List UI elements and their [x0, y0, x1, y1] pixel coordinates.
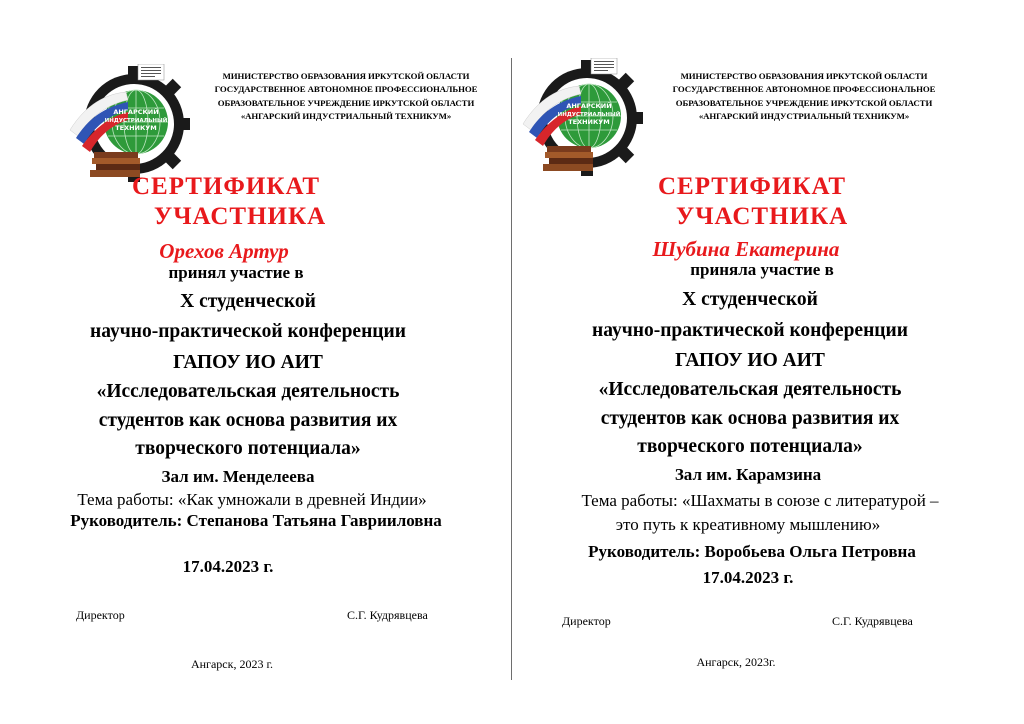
certificate-title: УЧАСТНИКА	[153, 203, 327, 230]
date: 17.04.2023 г.	[182, 557, 274, 576]
ministry-line: «АНГАРСКИЙ ИНДУСТРИАЛЬНЫЙ ТЕХНИКУМ»	[698, 111, 910, 122]
theme-line: творческого потенциала»	[637, 436, 863, 457]
theme-line: «Исследовательская деятельность	[598, 379, 902, 400]
logo-text-line: АНГАРСКИЙ	[113, 108, 159, 116]
participant-name: Шубина Екатерина	[652, 237, 840, 261]
ministry-line: ГОСУДАРСТВЕННОЕ АВТОНОМНОЕ ПРОФЕССИОНАЛЬНОЕ	[672, 84, 936, 95]
hall: Зал им. Карамзина	[674, 465, 822, 484]
certificate-right	[512, 0, 1024, 724]
work-topic: это путь к креативному мышлению»	[615, 515, 881, 534]
conference-line: научно-практической конференции	[89, 321, 407, 342]
logo-text-line: ИНДУСТРИАЛЬНЫЙ	[557, 112, 621, 118]
certificate-title: УЧАСТНИКА	[675, 203, 849, 230]
conference-line: X студенческой	[180, 291, 316, 312]
logo-text-line: ТЕХНИКУМ	[568, 118, 610, 126]
ministry-line: МИНИСТЕРСТВО ОБРАЗОВАНИЯ ИРКУТСКОЙ ОБЛАСТИ	[680, 71, 928, 81]
technikum-logo	[66, 64, 191, 186]
director-label: Директор	[76, 608, 125, 622]
theme-line: творческого потенциала»	[135, 438, 361, 459]
ministry-line: ОБРАЗОВАТЕЛЬНОЕ УЧРЕЖДЕНИЕ ИРКУТСКОЙ ОБЛАСТИ	[675, 97, 933, 108]
ministry-line: МИНИСТЕРСТВО ОБРАЗОВАНИЯ ИРКУТСКОЙ ОБЛАСТИ	[222, 71, 470, 81]
organization: ГАПОУ ИО АИТ	[173, 352, 323, 373]
director-name: С.Г. Кудрявцева	[347, 608, 428, 622]
logo-text-line: ТЕХНИКУМ	[115, 124, 157, 132]
conference-line: X студенческой	[682, 289, 818, 310]
participation-text: принял участие в	[168, 263, 304, 282]
organization: ГАПОУ ИО АИТ	[675, 350, 825, 371]
logo-text-line: АНГАРСКИЙ	[566, 102, 612, 110]
ministry-header	[656, 70, 952, 124]
theme-line: студентов как основа развития их	[98, 410, 398, 431]
footer-city-year: Ангарск, 2023г.	[696, 655, 776, 669]
footer-city-year: Ангарск, 2023 г.	[190, 657, 274, 671]
theme-line: «Исследовательская деятельность	[96, 381, 400, 402]
participant-name: Орехов Артур	[159, 239, 289, 263]
work-topic: Тема работы: «Шахматы в союзе с литературой –	[581, 491, 939, 510]
director-name: С.Г. Кудрявцева	[832, 614, 913, 628]
conference-line: научно-практической конференции	[591, 320, 909, 341]
participation-text: приняла участие в	[690, 260, 834, 279]
certificate-title: СЕРТИФИКАТ	[657, 173, 846, 200]
hall: Зал им. Менделеева	[161, 467, 315, 486]
technikum-logo	[519, 58, 644, 180]
ministry-line: ОБРАЗОВАТЕЛЬНОЕ УЧРЕЖДЕНИЕ ИРКУТСКОЙ ОБЛАСТИ	[217, 97, 475, 108]
supervisor: Руководитель: Воробьева Ольга Петровна	[588, 542, 916, 561]
ministry-line: «АНГАРСКИЙ ИНДУСТРИАЛЬНЫЙ ТЕХНИКУМ»	[240, 111, 452, 122]
ministry-line: ГОСУДАРСТВЕННОЕ АВТОНОМНОЕ ПРОФЕССИОНАЛЬНОЕ	[214, 84, 478, 95]
work-topic: Тема работы: «Как умножали в древней Индии»	[77, 490, 427, 509]
logo-text-line: ИНДУСТРИАЛЬНЫЙ	[104, 118, 168, 124]
ministry-header	[198, 70, 494, 124]
certificate-title: СЕРТИФИКАТ	[131, 173, 320, 200]
director-label: Директор	[562, 614, 611, 628]
date: 17.04.2023 г.	[702, 568, 794, 587]
supervisor: Руководитель: Степанова Татьяна Гаврииловна	[70, 511, 442, 530]
theme-line: студентов как основа развития их	[600, 408, 900, 429]
